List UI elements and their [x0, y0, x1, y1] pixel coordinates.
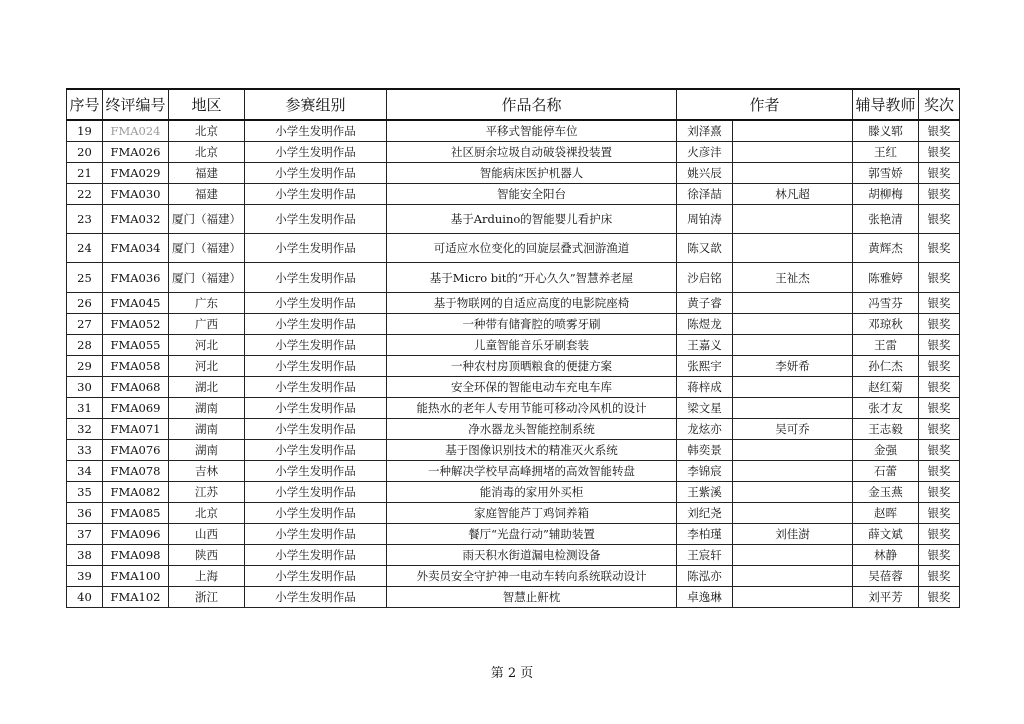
cell-title: 安全环保的智能电动车充电车库	[387, 377, 677, 398]
cell-group: 小学生发明作品	[245, 377, 387, 398]
cell-seq: 25	[67, 263, 103, 293]
cell-author-1: 王嘉义	[677, 335, 733, 356]
cell-code: FMA029	[103, 163, 169, 184]
cell-group: 小学生发明作品	[245, 545, 387, 566]
cell-author-2: 吴可乔	[733, 419, 853, 440]
cell-code: FMA045	[103, 293, 169, 314]
cell-author-1: 蒋梓成	[677, 377, 733, 398]
cell-author-1: 韩奕景	[677, 440, 733, 461]
cell-seq: 36	[67, 503, 103, 524]
table-body	[67, 120, 960, 608]
cell-seq: 37	[67, 524, 103, 545]
cell-advisor: 刘平芳	[853, 587, 919, 608]
cell-code: FMA030	[103, 184, 169, 205]
cell-award: 银奖	[919, 314, 960, 335]
cell-region: 厦门（福建）	[169, 205, 245, 234]
table-row	[67, 335, 960, 356]
cell-award: 银奖	[919, 398, 960, 419]
cell-author-2	[733, 377, 853, 398]
cell-code: FMA055	[103, 335, 169, 356]
cell-region: 广西	[169, 314, 245, 335]
cell-advisor: 金强	[853, 440, 919, 461]
cell-code: FMA102	[103, 587, 169, 608]
cell-award: 银奖	[919, 356, 960, 377]
cell-code: FMA032	[103, 205, 169, 234]
header-seq: 序号	[67, 89, 103, 120]
cell-seq: 35	[67, 482, 103, 503]
cell-title: 能热水的老年人专用节能可移动冷风机的设计	[387, 398, 677, 419]
cell-author-2	[733, 440, 853, 461]
cell-group: 小学生发明作品	[245, 524, 387, 545]
table-row	[67, 120, 960, 142]
cell-title: 儿童智能音乐牙刷套装	[387, 335, 677, 356]
table-row	[67, 545, 960, 566]
cell-group: 小学生发明作品	[245, 440, 387, 461]
cell-group: 小学生发明作品	[245, 234, 387, 263]
cell-title: 净水器龙头智能控制系统	[387, 419, 677, 440]
cell-region: 湖南	[169, 419, 245, 440]
cell-seq: 31	[67, 398, 103, 419]
cell-seq: 23	[67, 205, 103, 234]
cell-title: 智能安全阳台	[387, 184, 677, 205]
cell-author-1: 徐泽喆	[677, 184, 733, 205]
cell-region: 河北	[169, 356, 245, 377]
table-row	[67, 419, 960, 440]
cell-seq: 33	[67, 440, 103, 461]
cell-author-2	[733, 234, 853, 263]
cell-author-2	[733, 482, 853, 503]
cell-code: FMA071	[103, 419, 169, 440]
cell-award: 银奖	[919, 545, 960, 566]
cell-advisor: 陈雅婷	[853, 263, 919, 293]
cell-region: 湖北	[169, 377, 245, 398]
table-row	[67, 205, 960, 234]
cell-advisor: 孙仁杰	[853, 356, 919, 377]
cell-author-2	[733, 314, 853, 335]
cell-award: 银奖	[919, 120, 960, 142]
cell-advisor: 黄辉杰	[853, 234, 919, 263]
cell-author-1: 陈又歆	[677, 234, 733, 263]
cell-region: 湖南	[169, 440, 245, 461]
cell-advisor: 金玉燕	[853, 482, 919, 503]
cell-author-1: 陈煜龙	[677, 314, 733, 335]
cell-code: FMA069	[103, 398, 169, 419]
table-row	[67, 377, 960, 398]
cell-title: 智能病床医护机器人	[387, 163, 677, 184]
cell-title: 可适应水位变化的回旋层叠式洄游渔道	[387, 234, 677, 263]
cell-code: FMA024	[103, 120, 169, 142]
cell-code: FMA052	[103, 314, 169, 335]
table-row	[67, 142, 960, 163]
cell-seq: 28	[67, 335, 103, 356]
cell-group: 小学生发明作品	[245, 293, 387, 314]
cell-author-2	[733, 503, 853, 524]
cell-region: 福建	[169, 184, 245, 205]
cell-group: 小学生发明作品	[245, 419, 387, 440]
cell-award: 银奖	[919, 587, 960, 608]
cell-author-1: 刘泽熹	[677, 120, 733, 142]
cell-title: 基于Arduino的智能婴儿看护床	[387, 205, 677, 234]
cell-code: FMA076	[103, 440, 169, 461]
cell-region: 厦门（福建）	[169, 263, 245, 293]
cell-seq: 30	[67, 377, 103, 398]
cell-code: FMA100	[103, 566, 169, 587]
awards-table	[66, 88, 960, 608]
table-row	[67, 587, 960, 608]
cell-code: FMA098	[103, 545, 169, 566]
cell-title: 一种带有储膏腔的喷雾牙刷	[387, 314, 677, 335]
cell-code: FMA034	[103, 234, 169, 263]
cell-seq: 26	[67, 293, 103, 314]
cell-title: 一种农村房顶晒粮食的便捷方案	[387, 356, 677, 377]
cell-region: 陕西	[169, 545, 245, 566]
cell-author-2	[733, 566, 853, 587]
cell-advisor: 林静	[853, 545, 919, 566]
cell-author-1: 火彦沣	[677, 142, 733, 163]
cell-group: 小学生发明作品	[245, 335, 387, 356]
cell-author-2: 王祉杰	[733, 263, 853, 293]
cell-title: 雨天积水街道漏电检测设备	[387, 545, 677, 566]
cell-author-1: 沙启铭	[677, 263, 733, 293]
cell-region: 江苏	[169, 482, 245, 503]
table-row	[67, 503, 960, 524]
page-number: 第 2 页	[490, 666, 534, 681]
cell-title: 一种解决学校早高峰拥堵的高效智能转盘	[387, 461, 677, 482]
cell-award: 银奖	[919, 335, 960, 356]
cell-title: 社区厨余垃圾自动破袋裸投装置	[387, 142, 677, 163]
cell-advisor: 赵晖	[853, 503, 919, 524]
cell-author-1: 陈泓亦	[677, 566, 733, 587]
table-header-row	[67, 89, 960, 120]
cell-author-2	[733, 293, 853, 314]
cell-group: 小学生发明作品	[245, 263, 387, 293]
cell-author-1: 梁文星	[677, 398, 733, 419]
cell-award: 银奖	[919, 377, 960, 398]
cell-code: FMA082	[103, 482, 169, 503]
cell-region: 北京	[169, 503, 245, 524]
cell-group: 小学生发明作品	[245, 163, 387, 184]
cell-advisor: 张才友	[853, 398, 919, 419]
cell-advisor: 石蕾	[853, 461, 919, 482]
header-code: 终评编号	[103, 89, 169, 120]
cell-group: 小学生发明作品	[245, 120, 387, 142]
cell-group: 小学生发明作品	[245, 184, 387, 205]
cell-author-1: 卓逸琳	[677, 587, 733, 608]
cell-region: 广东	[169, 293, 245, 314]
cell-title: 智慧止鼾枕	[387, 587, 677, 608]
cell-code: FMA036	[103, 263, 169, 293]
cell-advisor: 郭雪娇	[853, 163, 919, 184]
cell-code: FMA068	[103, 377, 169, 398]
cell-group: 小学生发明作品	[245, 503, 387, 524]
cell-title: 平移式智能停车位	[387, 120, 677, 142]
cell-group: 小学生发明作品	[245, 482, 387, 503]
header-title: 作品名称	[387, 89, 677, 120]
cell-title: 家庭智能芦丁鸡饲养箱	[387, 503, 677, 524]
cell-group: 小学生发明作品	[245, 398, 387, 419]
cell-author-2	[733, 120, 853, 142]
cell-author-2	[733, 205, 853, 234]
cell-advisor: 薛文斌	[853, 524, 919, 545]
cell-seq: 29	[67, 356, 103, 377]
cell-advisor: 王志毅	[853, 419, 919, 440]
cell-region: 山西	[169, 524, 245, 545]
cell-group: 小学生发明作品	[245, 205, 387, 234]
cell-advisor: 冯雪芬	[853, 293, 919, 314]
cell-author-1: 黄子睿	[677, 293, 733, 314]
cell-region: 湖南	[169, 398, 245, 419]
cell-award: 银奖	[919, 234, 960, 263]
cell-region: 河北	[169, 335, 245, 356]
cell-seq: 39	[67, 566, 103, 587]
cell-award: 银奖	[919, 503, 960, 524]
cell-title: 外卖员安全守护神一电动车转向系统联动设计	[387, 566, 677, 587]
table-row	[67, 314, 960, 335]
cell-author-1: 王紫溪	[677, 482, 733, 503]
cell-award: 银奖	[919, 205, 960, 234]
cell-region: 北京	[169, 120, 245, 142]
cell-title: 基于图像识别技术的精准灭火系统	[387, 440, 677, 461]
cell-author-2: 李妍希	[733, 356, 853, 377]
table-row	[67, 398, 960, 419]
cell-award: 银奖	[919, 163, 960, 184]
table-row	[67, 234, 960, 263]
cell-advisor: 张艳清	[853, 205, 919, 234]
cell-award: 银奖	[919, 263, 960, 293]
cell-title: 基于Micro bit的“开心久久”智慧养老屋	[387, 263, 677, 293]
table-row	[67, 524, 960, 545]
cell-title: 基于物联网的自适应高度的电影院座椅	[387, 293, 677, 314]
table-row	[67, 461, 960, 482]
cell-award: 银奖	[919, 566, 960, 587]
cell-award: 银奖	[919, 419, 960, 440]
cell-code: FMA078	[103, 461, 169, 482]
cell-author-2	[733, 398, 853, 419]
cell-region: 上海	[169, 566, 245, 587]
cell-region: 吉林	[169, 461, 245, 482]
cell-author-2: 刘佳澍	[733, 524, 853, 545]
cell-code: FMA026	[103, 142, 169, 163]
table-row	[67, 482, 960, 503]
table-row	[67, 163, 960, 184]
cell-author-1: 姚兴辰	[677, 163, 733, 184]
table-row	[67, 263, 960, 293]
cell-region: 北京	[169, 142, 245, 163]
header-author: 作者	[677, 89, 853, 120]
cell-author-1: 李锦宸	[677, 461, 733, 482]
cell-award: 银奖	[919, 482, 960, 503]
table-row	[67, 293, 960, 314]
cell-code: FMA085	[103, 503, 169, 524]
cell-seq: 34	[67, 461, 103, 482]
table-row	[67, 440, 960, 461]
cell-author-1: 周铂涛	[677, 205, 733, 234]
cell-seq: 27	[67, 314, 103, 335]
cell-author-1: 王宸轩	[677, 545, 733, 566]
cell-seq: 38	[67, 545, 103, 566]
cell-author-1: 刘纪尧	[677, 503, 733, 524]
cell-author-1: 张熙宇	[677, 356, 733, 377]
header-region: 地区	[169, 89, 245, 120]
cell-region: 福建	[169, 163, 245, 184]
cell-author-2	[733, 545, 853, 566]
cell-seq: 21	[67, 163, 103, 184]
cell-group: 小学生发明作品	[245, 142, 387, 163]
table-row	[67, 184, 960, 205]
cell-seq: 19	[67, 120, 103, 142]
cell-code: FMA096	[103, 524, 169, 545]
cell-region: 浙江	[169, 587, 245, 608]
cell-group: 小学生发明作品	[245, 461, 387, 482]
cell-award: 银奖	[919, 184, 960, 205]
cell-code: FMA058	[103, 356, 169, 377]
table-row	[67, 566, 960, 587]
cell-group: 小学生发明作品	[245, 356, 387, 377]
cell-author-2: 林凡超	[733, 184, 853, 205]
cell-author-2	[733, 587, 853, 608]
cell-award: 银奖	[919, 524, 960, 545]
cell-advisor: 吴蓓蓉	[853, 566, 919, 587]
cell-award: 银奖	[919, 440, 960, 461]
cell-author-2	[733, 461, 853, 482]
header-advisor: 辅导教师	[853, 89, 919, 120]
cell-region: 厦门（福建）	[169, 234, 245, 263]
cell-award: 银奖	[919, 293, 960, 314]
cell-title: 能消毒的家用外买柜	[387, 482, 677, 503]
cell-author-2	[733, 335, 853, 356]
cell-advisor: 胡柳梅	[853, 184, 919, 205]
cell-group: 小学生发明作品	[245, 314, 387, 335]
cell-author-2	[733, 163, 853, 184]
cell-advisor: 王雷	[853, 335, 919, 356]
cell-seq: 24	[67, 234, 103, 263]
cell-award: 银奖	[919, 142, 960, 163]
cell-author-1: 龙炫亦	[677, 419, 733, 440]
cell-author-2	[733, 142, 853, 163]
cell-group: 小学生发明作品	[245, 566, 387, 587]
cell-advisor: 滕义郓	[853, 120, 919, 142]
cell-seq: 22	[67, 184, 103, 205]
cell-seq: 40	[67, 587, 103, 608]
cell-advisor: 赵红菊	[853, 377, 919, 398]
cell-award: 银奖	[919, 461, 960, 482]
cell-advisor: 王红	[853, 142, 919, 163]
cell-seq: 32	[67, 419, 103, 440]
cell-group: 小学生发明作品	[245, 587, 387, 608]
cell-seq: 20	[67, 142, 103, 163]
header-award: 奖次	[919, 89, 960, 120]
table-row	[67, 356, 960, 377]
cell-author-1: 李柏瑾	[677, 524, 733, 545]
cell-advisor: 邓琼秋	[853, 314, 919, 335]
cell-title: 餐厅“光盘行动”辅助装置	[387, 524, 677, 545]
header-group: 参赛组别	[245, 89, 387, 120]
